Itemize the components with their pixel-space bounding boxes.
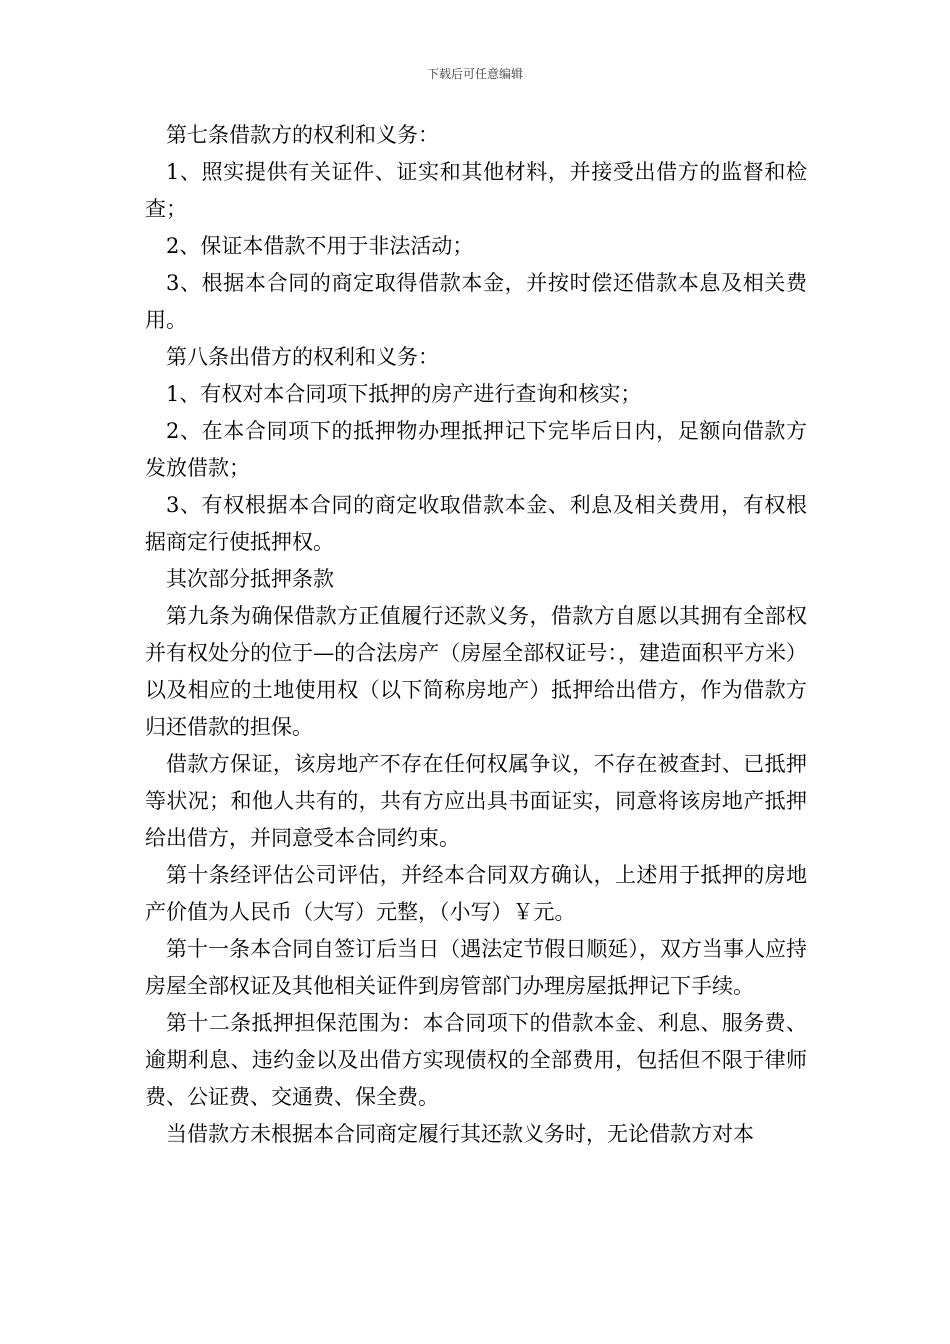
document-body <box>145 117 807 1153</box>
article-8-title: 第八条出借方的权利和义务： <box>166 345 439 369</box>
article-7-item-2: 2、保证本借款不用于非法活动； <box>166 234 474 258</box>
article-7-title: 第七条借款方的权利和义务： <box>166 123 439 147</box>
article-8-item-3: 3、有权根据本合同的商定收取借款本金、利息及相关费用，有权根据商定行使抵押权。 <box>145 493 807 554</box>
page-header-note: 下载后可任意编辑 <box>426 67 523 81</box>
article-9-guarantee: 借款方保证，该房地产不存在任何权属争议，不存在被查封、已抵押等状况；和他人共有的，共有方应出具书面证实，同意将该房地产抵押给出借方，并同意受本合同约束。 <box>145 752 807 850</box>
article-8-item-2: 2、在本合同项下的抵押物办理抵押记下完毕后日内，足额向借款方发放借款； <box>145 419 807 480</box>
article-12: 第十二条抵押担保范围为：本合同项下的借款本金、利息、服务费、逾期利息、违约金以及出借方实现债权的全部费用，包括但不限于律师费、公证费、交通费、保全费。 <box>145 1011 807 1109</box>
article-10: 第十条经评估公司评估，并经本合同双方确认，上述用于抵押的房地产价值为人民币（大写）元整，（小写）￥元。 <box>145 863 807 924</box>
article-9: 第九条为确保借款方正值履行还款义务，借款方自愿以其拥有全部权并有权处分的位于—的合法房产（房屋全部权证号：，建造面积平方米）以及相应的土地使用权（以下简称房地产）抵押给出借方，作为借款方归还借款的担保。 <box>145 604 807 739</box>
article-11: 第十一条本合同自签订后当日（遇法定节假日顺延），双方当事人应持房屋全部权证及其他相关证件到房管部门办理房屋抵押记下手续。 <box>145 937 807 998</box>
part-2-heading: 其次部分抵押条款 <box>166 567 334 591</box>
default-clause: 当借款方未根据本合同商定履行其还款义务时，无论借款方对本 <box>166 1122 754 1146</box>
article-7-item-3: 3、根据本合同的商定取得借款本金，并按时偿还借款本息及相关费用。 <box>145 271 807 332</box>
article-8-item-1: 1、有权对本合同项下抵押的房产进行查询和核实； <box>166 382 642 406</box>
article-7-item-1: 1、照实提供有关证件、证实和其他材料，并接受出借方的监督和检查； <box>145 160 807 221</box>
